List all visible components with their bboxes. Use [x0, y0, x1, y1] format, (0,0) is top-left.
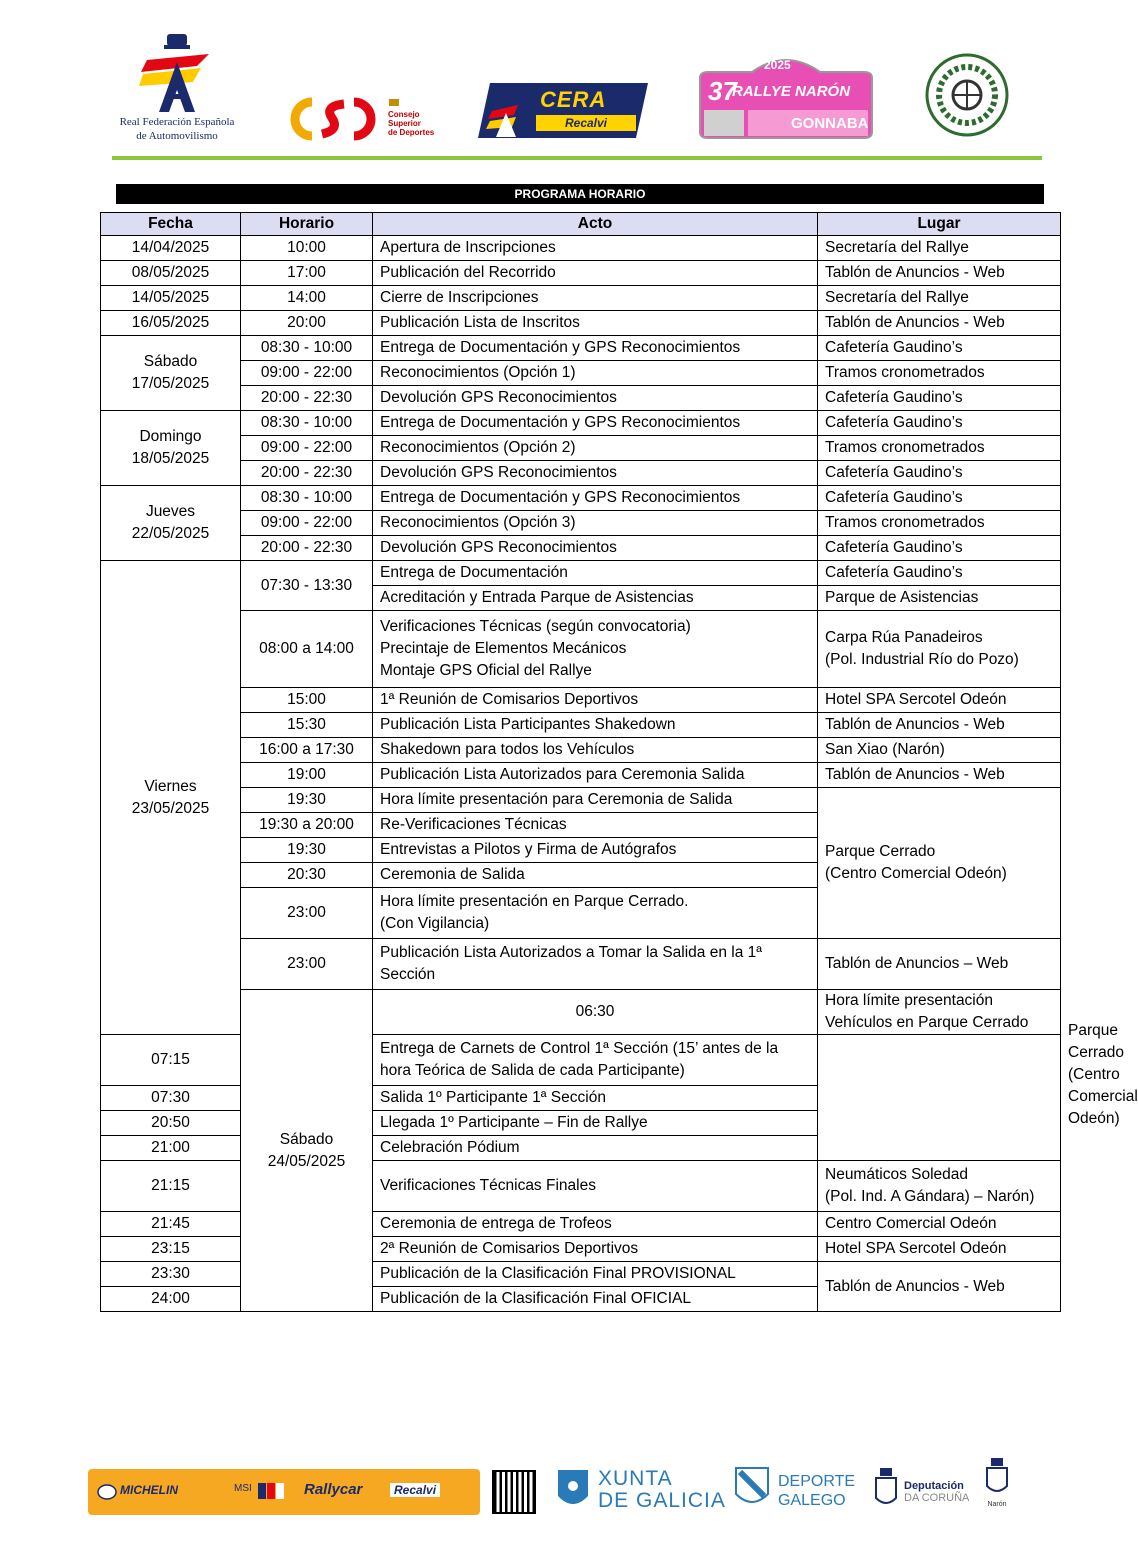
naron-text: Narón [987, 1501, 1007, 1508]
cell-lugar: Tablón de Anuncios – Web [818, 939, 1061, 990]
acto-line: Precintaje de Elementos Mecánicos [380, 640, 627, 657]
cera-logo [478, 83, 648, 138]
cell-lugar: Cafetería Gaudino’s [818, 536, 1061, 561]
cell-lugar: Cafetería Gaudino’s [818, 411, 1061, 436]
rfea-caption-1: Real Federación Española [119, 116, 235, 128]
cell-acto: Entrega de Documentación y GPS Reconocimientos [373, 336, 818, 361]
cell-hora: 20:50 [101, 1111, 241, 1136]
rfea-caption-2: de Automovilismo [136, 130, 218, 142]
lugar-line: (Pol. Industrial Río do Pozo) [825, 651, 1019, 668]
cell-fecha: 16/05/2025 [101, 311, 241, 336]
csd-text [388, 110, 434, 137]
day-date: 22/05/2025 [131, 525, 210, 542]
naron-crest-icon [985, 1456, 1009, 1496]
cell-acto: Publicación de la Clasificación Final OFICIAL [373, 1287, 818, 1312]
rallye-year: 2025 [764, 58, 791, 72]
deputacion-crest-icon [874, 1466, 898, 1510]
csd-emblem-icon [288, 96, 384, 142]
cell-fecha: 14/04/2025 [101, 236, 241, 261]
cell-fecha-group [101, 561, 241, 1035]
xunta-shield-icon [556, 1466, 590, 1512]
cell-hora: 20:00 [241, 311, 373, 336]
cell-hora: 17:00 [241, 261, 373, 286]
table-row [101, 361, 1061, 386]
acto-line: Publicación Lista Autorizados a Tomar la Salida en la 1ª [380, 944, 762, 961]
cell-acto: Entrega de Documentación y GPS Reconocimientos [373, 411, 818, 436]
table-row [101, 763, 1061, 788]
cell-hora: 15:30 [241, 713, 373, 738]
msi-flag-icon [258, 1483, 284, 1499]
rallye-name: RALLYE NARÓN [732, 83, 851, 100]
cell-acto: Acreditación y Entrada Parque de Asistencias [373, 586, 818, 611]
cell-hora: 08:30 - 10:00 [241, 411, 373, 436]
table-row [101, 461, 1061, 486]
cera-title: CERA [540, 87, 607, 112]
table-row [101, 336, 1061, 361]
cell-lugar: Cafetería Gaudino’s [818, 561, 1061, 586]
cell-hora: 19:30 [241, 788, 373, 813]
steering-wheel-laurel-icon [922, 50, 1012, 140]
rallye-sponsor: GONNABA [791, 115, 869, 132]
cell-acto: Apertura de Inscripciones [373, 236, 818, 261]
cell-lugar: Tablón de Anuncios - Web [818, 311, 1061, 336]
col-header-horario: Horario [241, 213, 373, 236]
qr-code-icon [492, 1470, 536, 1514]
cell-acto: Devolución GPS Reconocimientos [373, 386, 818, 411]
cell-fecha-group [101, 336, 241, 411]
table-row [101, 511, 1061, 536]
cell-lugar: Parque de Asistencias [818, 586, 1061, 611]
cell-fecha-group [241, 990, 373, 1312]
cell-fecha: 08/05/2025 [101, 261, 241, 286]
csd-text-2: Superior [388, 119, 421, 128]
cell-acto: Entrega de Documentación y GPS Reconocimientos [373, 486, 818, 511]
xunta-text [598, 1468, 726, 1512]
table-row [101, 738, 1061, 763]
csd-logo [288, 96, 448, 146]
cell-acto: Entrevistas a Pilotos y Firma de Autógrafos [373, 838, 818, 863]
cell-acto [373, 1035, 818, 1086]
cell-acto: Shakedown para todos los Vehículos [373, 738, 818, 763]
cell-lugar: Tablón de Anuncios - Web [818, 261, 1061, 286]
cell-lugar: Cafetería Gaudino’s [818, 336, 1061, 361]
acto-line: Verificaciones Técnicas (según convocatoria) [380, 618, 691, 635]
cell-hora: 23:15 [101, 1237, 241, 1262]
table-row [101, 436, 1061, 461]
sponsor-msi: MSI [234, 1483, 252, 1494]
day-date: 23/05/2025 [131, 799, 210, 817]
table-row [101, 688, 1061, 713]
cell-lugar: Centro Comercial Odeón [818, 1212, 1061, 1237]
cell-acto: Reconocimientos (Opción 2) [373, 436, 818, 461]
cell-lugar: Tablón de Anuncios - Web [818, 763, 1061, 788]
cell-acto: Publicación Lista Participantes Shakedown [373, 713, 818, 738]
table-row [101, 261, 1061, 286]
table-row [101, 311, 1061, 336]
cell-hora: 20:30 [241, 863, 373, 888]
day-name: Viernes [144, 777, 197, 795]
rfea-logo [112, 32, 242, 142]
cell-hora: 21:00 [101, 1136, 241, 1161]
lugar-line: (Centro Comercial Odeón) [825, 865, 1007, 882]
cell-acto: Salida 1º Participante 1ª Sección [373, 1086, 818, 1111]
sponsor-michelin: MICHELIN [120, 1483, 178, 1497]
cell-hora: 19:00 [241, 763, 373, 788]
cell-acto: Reconocimientos (Opción 1) [373, 361, 818, 386]
deporte-galego-logo [734, 1466, 864, 1514]
table-row [101, 536, 1061, 561]
cell-hora: 09:00 - 22:00 [241, 361, 373, 386]
sponsor-rallycar: Rallycar [304, 1481, 363, 1498]
cell-hora: 09:00 - 22:00 [241, 436, 373, 461]
cell-lugar: Cafetería Gaudino’s [818, 486, 1061, 511]
sponsor-recalvi: Recalvi [390, 1483, 440, 1497]
cell-hora: 09:00 - 22:00 [241, 511, 373, 536]
cell-lugar: Hotel SPA Sercotel Odeón [818, 1237, 1061, 1262]
cell-acto [373, 888, 818, 939]
cell-hora: 08:30 - 10:00 [241, 486, 373, 511]
csd-text-3: de Deportes [388, 128, 435, 137]
cell-lugar: Tablón de Anuncios - Web [818, 713, 1061, 738]
deporte-text-2: GALEGO [778, 1492, 846, 1509]
cell-hora: 21:45 [101, 1212, 241, 1237]
cell-lugar: San Xiao (Narón) [818, 738, 1061, 763]
table-row [101, 411, 1061, 436]
cell-hora: 20:00 - 22:30 [241, 536, 373, 561]
day-date: 18/05/2025 [131, 450, 210, 467]
cell-lugar: Tramos cronometrados [818, 361, 1061, 386]
table-row [101, 486, 1061, 511]
col-header-lugar: Lugar [818, 213, 1061, 236]
cell-hora: 23:30 [101, 1262, 241, 1287]
lugar-line: Carpa Rúa Panadeiros [825, 629, 983, 646]
acto-line: Hora límite presentación en Parque Cerrado. [380, 893, 689, 910]
deputacion-logo [874, 1466, 974, 1514]
deporte-text-1: DEPORTE [778, 1473, 856, 1490]
cell-lugar: Secretaría del Rallye [818, 236, 1061, 261]
cell-hora: 07:30 - 13:30 [241, 561, 373, 611]
day-name: Sábado [279, 1130, 334, 1148]
cell-acto: Cierre de Inscripciones [373, 286, 818, 311]
cell-acto: 2ª Reunión de Comisarios Deportivos [373, 1237, 818, 1262]
cell-acto: Reconocimientos (Opción 3) [373, 511, 818, 536]
deporte-galego-emblem-icon [734, 1466, 770, 1510]
cell-hora: 07:15 [101, 1035, 241, 1086]
naron-logo [982, 1456, 1012, 1516]
cell-acto: Verificaciones Técnicas Finales [373, 1161, 818, 1212]
table-row [101, 939, 1061, 990]
cell-hora: 19:30 a 20:00 [241, 813, 373, 838]
cell-fecha-group [101, 411, 241, 486]
cell-acto [373, 939, 818, 990]
cell-hora: 23:00 [241, 888, 373, 939]
deporte-text [778, 1472, 855, 1510]
lugar-line: Neumáticos Soledad [825, 1166, 969, 1183]
day-name: Jueves [145, 503, 196, 520]
col-header-fecha: Fecha [101, 213, 241, 236]
cell-acto: Hora límite presentación Vehículos en Parque Cerrado [818, 990, 1061, 1035]
cell-acto: Publicación Lista Autorizados para Ceremonia Salida [373, 763, 818, 788]
cell-acto: Hora límite presentación para Ceremonia de Salida [373, 788, 818, 813]
deputacion-text-1: Deputación [904, 1480, 964, 1492]
cell-hora: 24:00 [101, 1287, 241, 1312]
cell-acto: Publicación del Recorrido [373, 261, 818, 286]
acto-line: Montaje GPS Oficial del Rallye [380, 662, 592, 679]
table-row [101, 286, 1061, 311]
deputacion-text-2: DA CORUÑA [904, 1492, 970, 1504]
cell-hora: 07:30 [101, 1086, 241, 1111]
day-name: Domingo [139, 428, 202, 445]
cell-lugar: Tramos cronometrados [818, 436, 1061, 461]
cell-fecha: 14/05/2025 [101, 286, 241, 311]
cell-acto: Devolución GPS Reconocimientos [373, 461, 818, 486]
schedule-table [100, 212, 1138, 1312]
table-row [101, 236, 1061, 261]
acto-line: (Con Vigilancia) [380, 915, 490, 932]
cell-acto: 1ª Reunión de Comisarios Deportivos [373, 688, 818, 713]
cell-lugar: Cafetería Gaudino’s [818, 461, 1061, 486]
cell-hora: 08:30 - 10:00 [241, 336, 373, 361]
cell-acto [373, 611, 818, 688]
cell-hora: 23:00 [241, 939, 373, 990]
acto-line: Entrega de Carnets de Control 1ª Sección (15’ antes de la [380, 1040, 779, 1057]
cell-lugar [818, 1161, 1061, 1212]
cell-lugar: Tramos cronometrados [818, 511, 1061, 536]
table-row [101, 713, 1061, 738]
cell-lugar-group: Tablón de Anuncios - Web [818, 1262, 1061, 1312]
table-row [101, 788, 1061, 813]
cell-acto: Publicación de la Clasificación Final PROVISIONAL [373, 1262, 818, 1287]
acto-line: hora Teórica de Salida de cada Participante) [380, 1062, 685, 1079]
cell-hora: 08:00 a 14:00 [241, 611, 373, 688]
acto-line: Sección [380, 966, 436, 983]
table-header-row [101, 213, 1061, 236]
day-date: 17/05/2025 [131, 375, 210, 392]
cell-acto: Celebración Pódium [373, 1136, 818, 1161]
rallye-naron-logo [696, 48, 876, 140]
cell-hora: 20:00 - 22:30 [241, 386, 373, 411]
csd-text-1: Consejo [388, 110, 420, 119]
table-row [101, 561, 1061, 586]
day-date: 24/05/2025 [267, 1152, 346, 1170]
deputacion-text [904, 1480, 969, 1504]
cell-hora: 16:00 a 17:30 [241, 738, 373, 763]
cell-lugar: Hotel SPA Sercotel Odeón [818, 688, 1061, 713]
col-header-acto: Acto [373, 213, 818, 236]
day-name: Sábado [143, 353, 198, 370]
cell-fecha-group [101, 486, 241, 561]
cell-lugar [818, 611, 1061, 688]
footer-logos [0, 1450, 1098, 1530]
cell-acto: Llegada 1º Participante – Fin de Rallye [373, 1111, 818, 1136]
cell-hora: 06:30 [373, 990, 818, 1035]
cera-sponsor: Recalvi [536, 115, 636, 131]
lugar-line: (Pol. Ind. A Gándara) – Narón) [825, 1188, 1035, 1205]
escuderia-logo [922, 50, 1012, 140]
cell-hora: 14:00 [241, 286, 373, 311]
cell-hora: 19:30 [241, 838, 373, 863]
table-row [101, 611, 1061, 688]
michelin-man-icon [96, 1483, 118, 1501]
cell-lugar-group [818, 788, 1061, 939]
table-row [101, 386, 1061, 411]
table-row: Sábado 24/05/2025 06:30 Hora límite presentación Vehículos en Parque Cerrado Parque Cerrado (Centro Comercial Odeón) [101, 990, 1061, 1035]
cell-acto: Entrega de Documentación [373, 561, 818, 586]
lugar-line: Parque Cerrado [825, 843, 936, 860]
xunta-text-1: XUNTA [598, 1467, 673, 1490]
cell-hora: 10:00 [241, 236, 373, 261]
header-logos [0, 0, 1098, 170]
program-title: PROGRAMA HORARIO [116, 184, 1044, 204]
cell-lugar: Cafetería Gaudino’s [818, 386, 1061, 411]
cell-acto: Ceremonia de entrega de Trofeos [373, 1212, 818, 1237]
cell-acto: Devolución GPS Reconocimientos [373, 536, 818, 561]
cell-acto: Re-Verificaciones Técnicas [373, 813, 818, 838]
cell-hora: 21:15 [101, 1161, 241, 1212]
cell-hora: 15:00 [241, 688, 373, 713]
csd-crown-icon [388, 96, 400, 106]
sponsor-strip [88, 1469, 480, 1515]
cell-acto: Publicación Lista de Inscritos [373, 311, 818, 336]
xunta-logo [556, 1466, 726, 1514]
header-divider [112, 156, 1042, 160]
xunta-text-2: DE GALICIA [598, 1489, 726, 1512]
svg-text:37: 37 [708, 76, 737, 106]
cell-acto: Ceremonia de Salida [373, 863, 818, 888]
cell-lugar: Secretaría del Rallye [818, 286, 1061, 311]
rfea-crown-emblem-icon [137, 32, 217, 114]
cell-hora: 20:00 - 22:30 [241, 461, 373, 486]
